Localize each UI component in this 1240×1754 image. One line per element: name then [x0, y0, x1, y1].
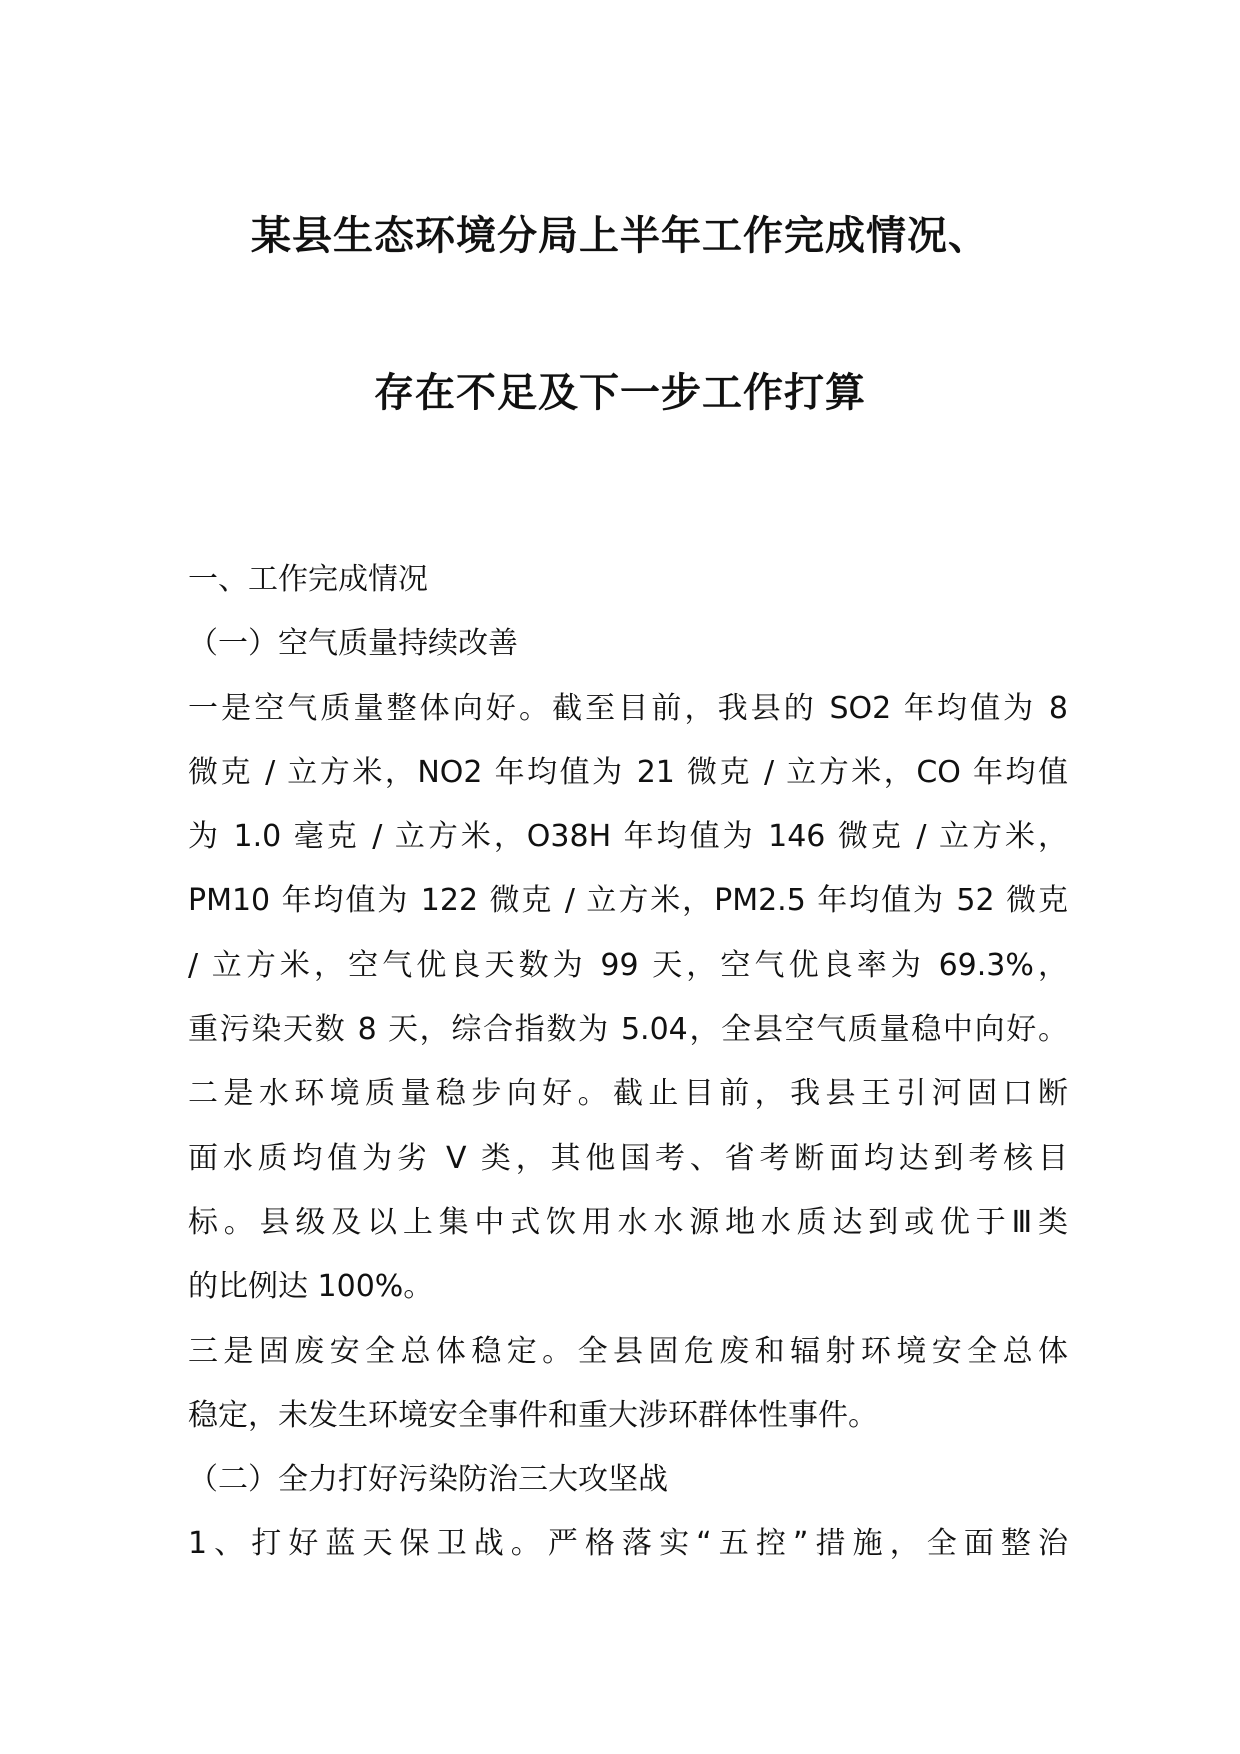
paragraph-line: 二是水环境质量稳步向好。截止目前，我县王引河固口断	[188, 1076, 1068, 1112]
paragraph-line: 1、打好蓝天保卫战。严格落实“五控”措施，全面整治	[188, 1526, 1068, 1562]
paragraph-line: 微克 / 立方米，NO2 年均值为 21 微克 / 立方米，CO 年均值	[188, 754, 1068, 790]
paragraph-line: PM10 年均值为 122 微克 / 立方米，PM2.5 年均值为 52 微克	[188, 883, 1068, 919]
paragraph-line: 重污染天数 8 天，综合指数为 5.04，全县空气质量稳中向好。	[188, 1012, 1068, 1048]
paragraph-line: 一是空气质量整体向好。截至目前，我县的 SO2 年均值为 8	[188, 690, 1068, 726]
paragraph-line: 稳定，未发生环境安全事件和重大涉环群体性事件。	[188, 1397, 878, 1433]
subsection-heading: （一）空气质量持续改善	[188, 626, 518, 662]
paragraph-line: 三是固废安全总体稳定。全县固危废和辐射环境安全总体	[188, 1333, 1068, 1369]
section-heading: 一、工作完成情况	[188, 562, 428, 597]
paragraph-line: 的比例达 100%。	[188, 1269, 434, 1305]
paragraph-line: / 立方米，空气优良天数为 99 天，空气优良率为 69.3%，	[188, 947, 1068, 983]
paragraph-line: 为 1.0 毫克 / 立方米，O38H 年均值为 146 微克 / 立方米，	[188, 819, 1068, 855]
document-body	[188, 548, 1068, 1577]
document-title-line-1: 某县生态环境分局上半年工作完成情况、	[251, 213, 989, 259]
paragraph-line: 标。县级及以上集中式饮用水水源地水质达到或优于Ⅲ类	[188, 1204, 1068, 1240]
subsection-heading: （二）全力打好污染防治三大攻坚战	[188, 1462, 668, 1498]
document-title-line-2: 存在不足及下一步工作打算	[374, 370, 866, 416]
paragraph-line: 面水质均值为劣 V 类，其他国考、省考断面均达到考核目	[188, 1140, 1068, 1176]
